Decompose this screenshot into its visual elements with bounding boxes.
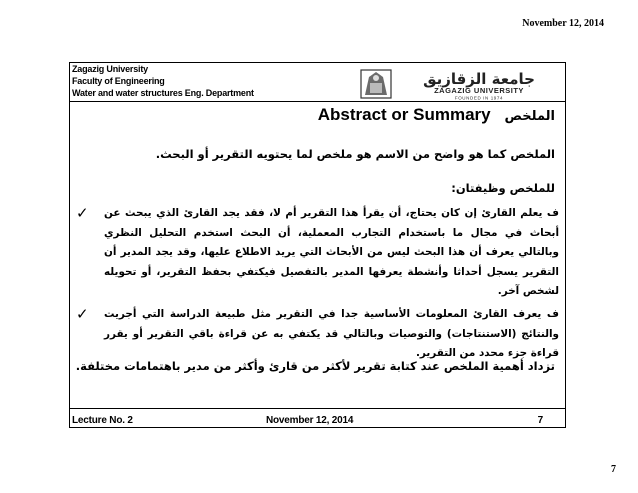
functions-heading: للملخص وظيفتان: bbox=[451, 181, 555, 195]
slide bbox=[69, 62, 566, 428]
university-name: Zagazig University bbox=[72, 64, 148, 74]
title-english: Abstract or Summary bbox=[317, 105, 491, 124]
closing-paragraph: تزداد أهمية الملخص عند كتابة تقرير لأكثر من قارئ وأكثر من مدير باهتمامات مختلفة. bbox=[75, 359, 555, 373]
footer-date: November 12, 2014 bbox=[266, 415, 354, 426]
logo-english: ZAGAZIG UNIVERSITY bbox=[434, 86, 524, 95]
page-date: November 12, 2014 bbox=[522, 18, 604, 29]
logo-founded: FOUNDED IN 1974 bbox=[454, 95, 504, 101]
checkmark-icon: ✓ bbox=[76, 204, 89, 222]
university-logo bbox=[359, 67, 559, 101]
bullet-item-2: ف يعرف القارئ المعلومات الأساسية جدا في التقرير مثل طبيعة الدراسة التي أجريت والنتائج (الاستنتاجات) والتوصيات وبالتالي قد يكتفي به عن قراءة باقي التقرير أو يقرر قراءة جزء محدد من التقرير. bbox=[104, 308, 559, 359]
footer-divider bbox=[70, 408, 565, 409]
institution-header bbox=[72, 63, 254, 99]
header-divider bbox=[70, 101, 565, 102]
bullet-item-1: ف يعلم القارئ إن كان يحتاج، أن يقرأ هذا التقرير أم لا، فقد يجد القارئ الذي يبحث عن أبحاث في مجال ما باستخدام التجارب المعملية، أن البحث استخدم التحليل النظري وبالتالي يعرف أن هذا البحث ليس من الأبحاث التي يريد الاطلاع عليها، وقد يجد المدير أن التقرير يسجل أحداثا وأنشطة يعرفها المدير بالتفصيل فيكتفي بحفظ التقرير، أو تحويله لشخص آخر. bbox=[104, 207, 559, 297]
page-number: 7 bbox=[611, 464, 616, 475]
footer-slide-number: 7 bbox=[537, 415, 543, 426]
title-arabic: الملخص bbox=[504, 109, 555, 124]
crest-icon bbox=[361, 70, 391, 98]
faculty-name: Faculty of Engineering bbox=[72, 76, 165, 86]
slide-title bbox=[318, 105, 555, 125]
footer-lecture: Lecture No. 2 bbox=[72, 415, 133, 426]
checkmark-icon: ✓ bbox=[76, 305, 89, 323]
logo-arabic: جامعة الزقازيق bbox=[423, 70, 535, 88]
intro-paragraph: الملخص كما هو واضح من الاسم هو ملخص لما يحتويه التقرير أو البحث. bbox=[155, 147, 555, 161]
department-name: Water and water structures Eng. Department bbox=[72, 88, 254, 98]
